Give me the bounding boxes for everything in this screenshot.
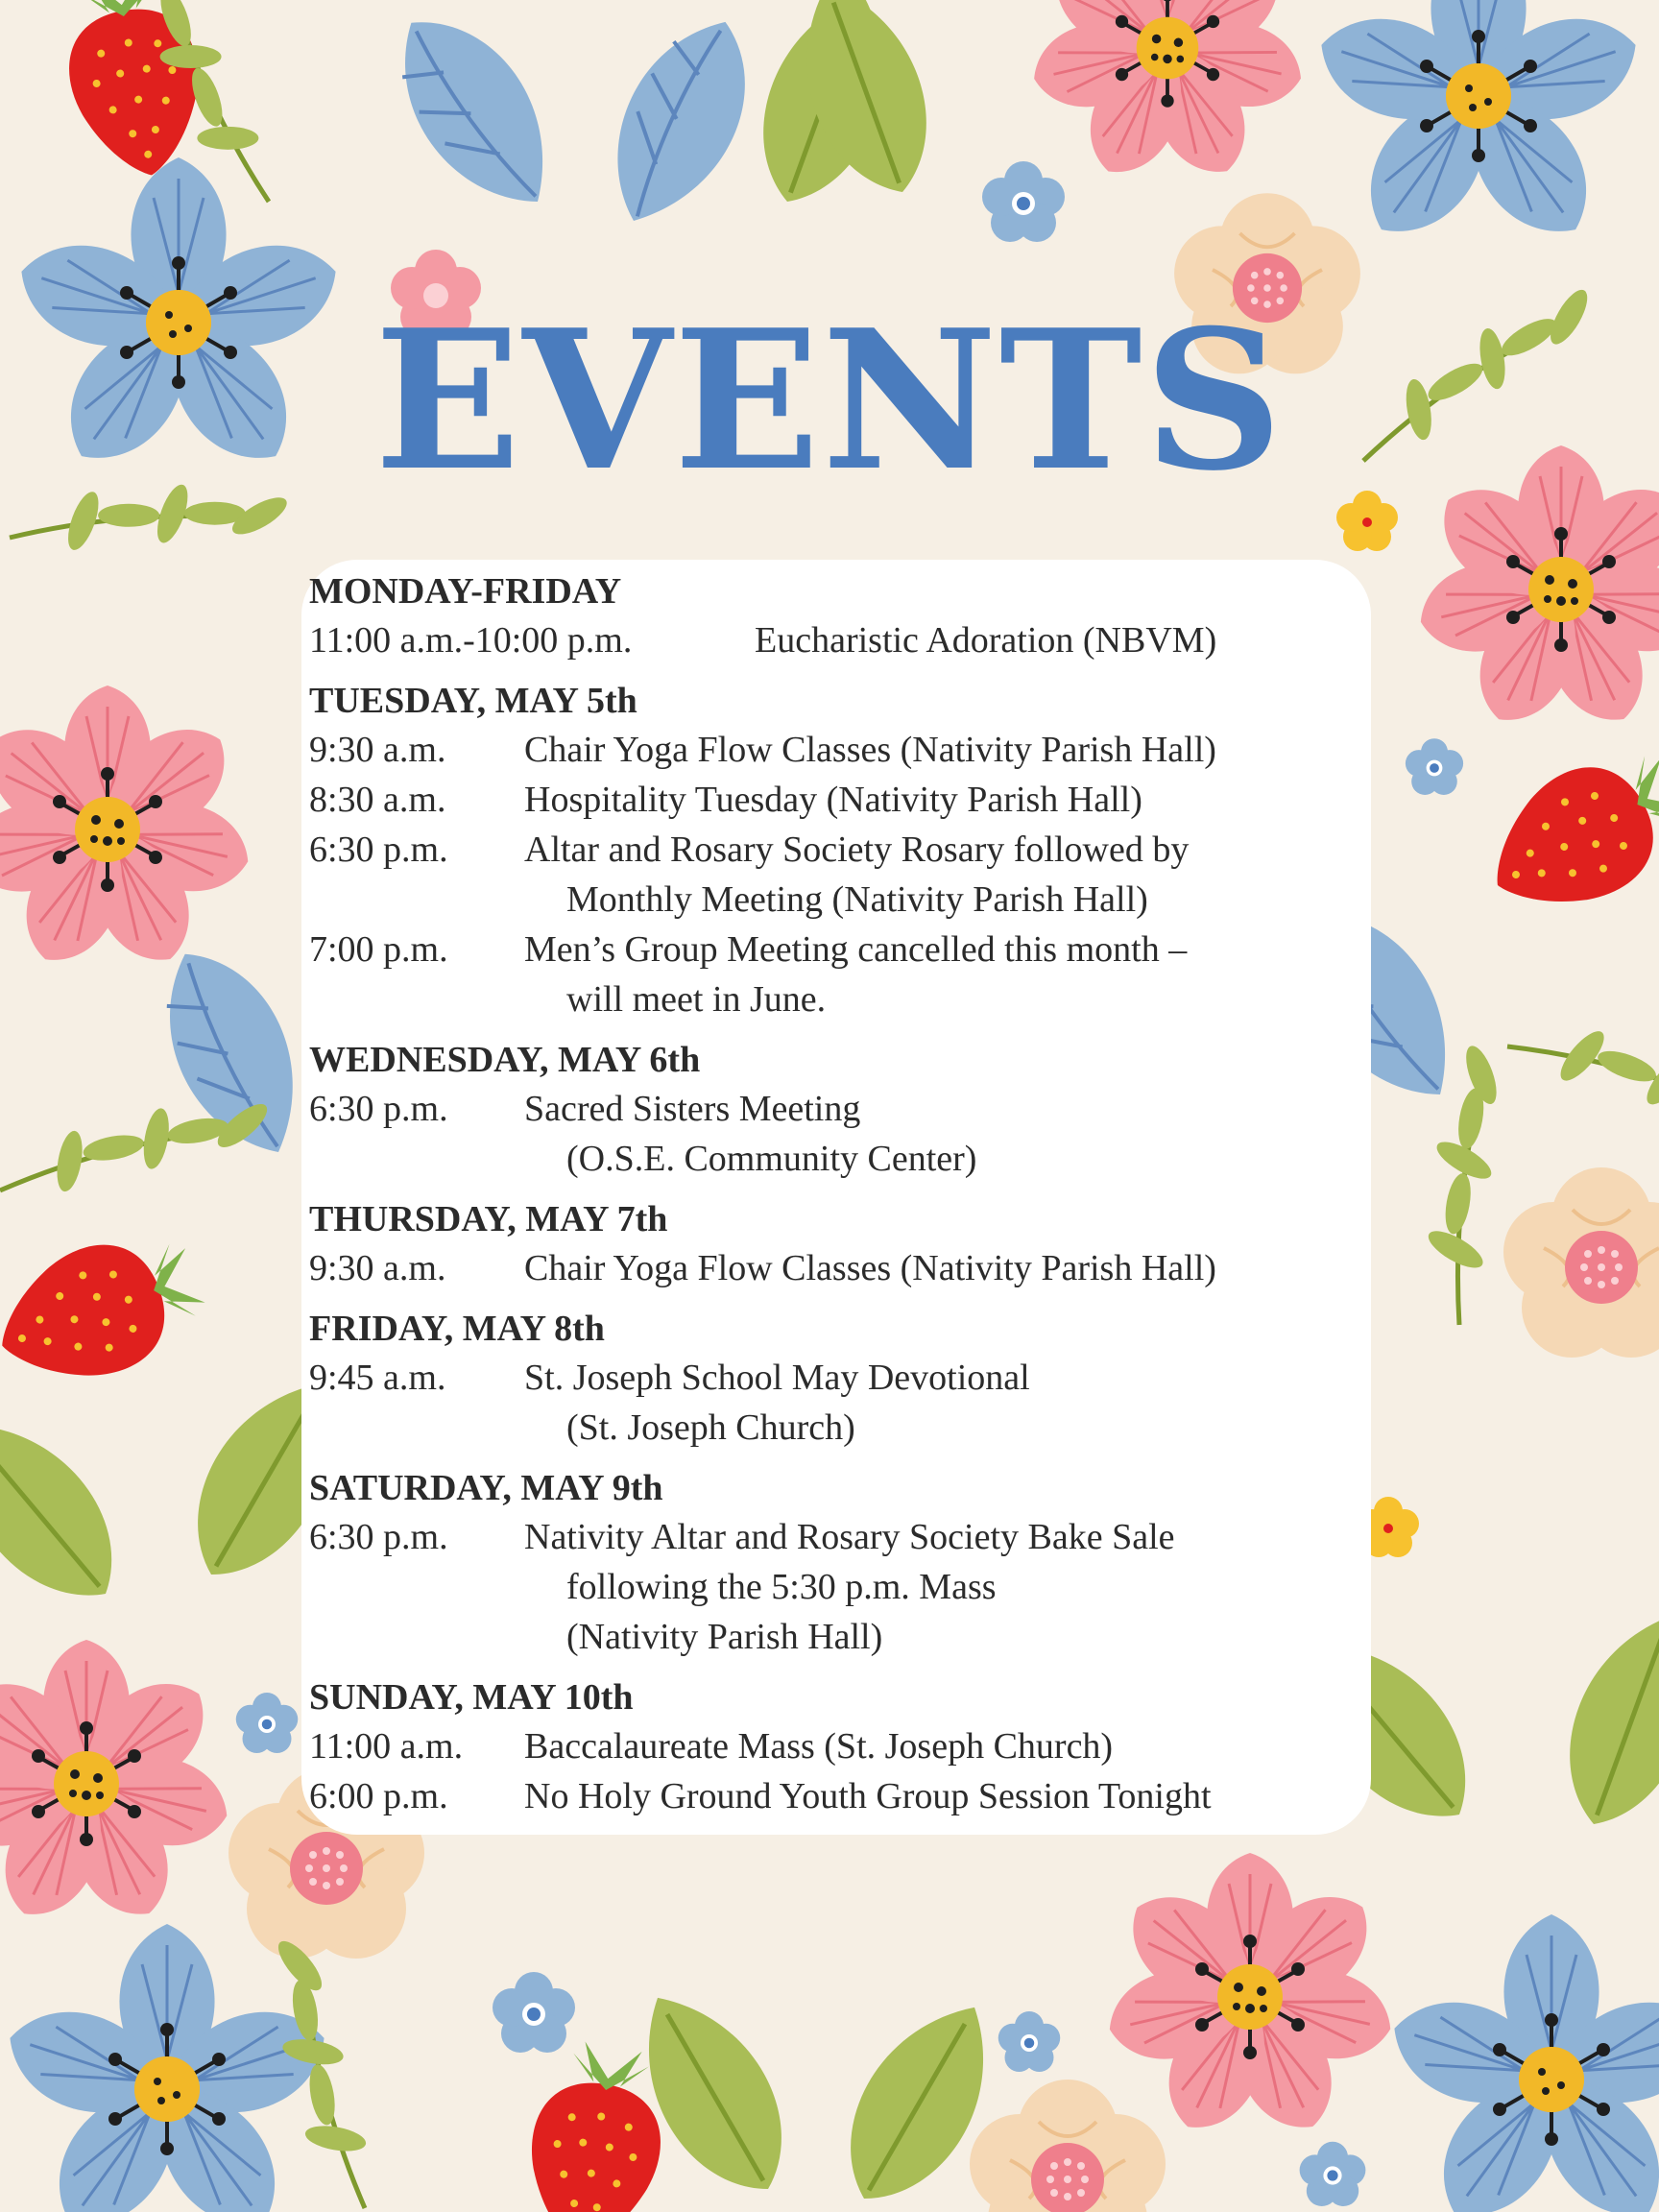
event-time: 9:45 a.m.: [309, 1358, 446, 1398]
event-row: [309, 775, 1365, 825]
event-description-line: Hospitality Tuesday (Nativity Parish Hall): [524, 780, 1142, 820]
event-description-line: (St. Joseph Church): [566, 1407, 855, 1448]
day-heading: WEDNESDAY, MAY 6th: [309, 1040, 701, 1080]
event-row: [309, 825, 1365, 925]
event-description: [524, 725, 1365, 775]
event-description: [524, 1721, 1365, 1771]
event-time: 6:00 p.m.: [309, 1776, 448, 1816]
event-time: 6:30 p.m.: [309, 1089, 448, 1129]
event-row: [309, 725, 1365, 775]
event-description-line: Altar and Rosary Society Rosary followed by: [524, 830, 1190, 870]
event-time: 6:30 p.m.: [309, 830, 448, 870]
event-description-line: No Holy Ground Youth Group Session Tonight: [524, 1776, 1212, 1816]
day-heading: FRIDAY, MAY 8th: [309, 1309, 605, 1349]
day-section: [309, 1305, 1365, 1453]
day-section: [309, 1464, 1365, 1662]
event-description: [524, 775, 1365, 825]
day-heading: MONDAY-FRIDAY: [309, 571, 622, 612]
page-title: EVENTS: [373, 288, 1286, 514]
event-description: [524, 825, 1365, 925]
strawberry-icon: [53, 0, 214, 186]
event-description-line: Chair Yoga Flow Classes (Nativity Parish Hall): [524, 1248, 1216, 1288]
event-row: [309, 1243, 1365, 1293]
day-heading: SUNDAY, MAY 10th: [309, 1677, 634, 1718]
event-time: 11:00 a.m.: [309, 1726, 464, 1767]
event-description-line: Nativity Altar and Rosary Society Bake Sale: [524, 1517, 1175, 1557]
event-time: 11:00 a.m.-10:00 p.m.: [309, 620, 633, 661]
event-description: [524, 1353, 1365, 1453]
event-description: [524, 925, 1365, 1024]
event-description: [524, 1771, 1365, 1821]
event-description-line: Baccalaureate Mass (St. Joseph Church): [524, 1726, 1114, 1767]
day-section: [309, 567, 1365, 665]
event-time: 6:30 p.m.: [309, 1517, 448, 1557]
day-heading: SATURDAY, MAY 9th: [309, 1468, 663, 1508]
event-description-line: Eucharistic Adoration (NBVM): [755, 620, 1217, 661]
event-row: [309, 1721, 1365, 1771]
day-heading: TUESDAY, MAY 5th: [309, 681, 637, 721]
event-description-line: St. Joseph School May Devotional: [524, 1358, 1030, 1398]
event-description-line: (Nativity Parish Hall): [566, 1617, 883, 1657]
day-section: [309, 1036, 1365, 1184]
event-description: [524, 1512, 1365, 1662]
event-description: [524, 1084, 1365, 1184]
event-row: [309, 1353, 1365, 1453]
event-time: 8:30 a.m.: [309, 780, 446, 820]
event-description-line: Sacred Sisters Meeting: [524, 1089, 861, 1129]
event-schedule: [309, 567, 1365, 1821]
day-heading: THURSDAY, MAY 7th: [309, 1199, 668, 1239]
event-row: [309, 925, 1365, 1024]
event-description-line: will meet in June.: [566, 979, 827, 1020]
event-row: [309, 615, 1365, 665]
event-time: 7:00 p.m.: [309, 929, 448, 970]
event-description-line: Men’s Group Meeting cancelled this month –: [524, 929, 1188, 970]
day-section: [309, 677, 1365, 1024]
day-section: [309, 1195, 1365, 1293]
event-description-line: Monthly Meeting (Nativity Parish Hall): [566, 879, 1148, 920]
event-row: [309, 1771, 1365, 1821]
event-description-line: Chair Yoga Flow Classes (Nativity Parish Hall): [524, 730, 1216, 770]
day-section: [309, 1673, 1365, 1821]
event-time: 9:30 a.m.: [309, 1248, 446, 1288]
event-description-line: following the 5:30 p.m. Mass: [566, 1567, 997, 1607]
event-description: [755, 615, 1365, 665]
event-description-line: (O.S.E. Community Center): [566, 1139, 977, 1179]
event-description: [524, 1243, 1365, 1293]
event-time: 9:30 a.m.: [309, 730, 446, 770]
event-row: [309, 1512, 1365, 1662]
event-row: [309, 1084, 1365, 1184]
